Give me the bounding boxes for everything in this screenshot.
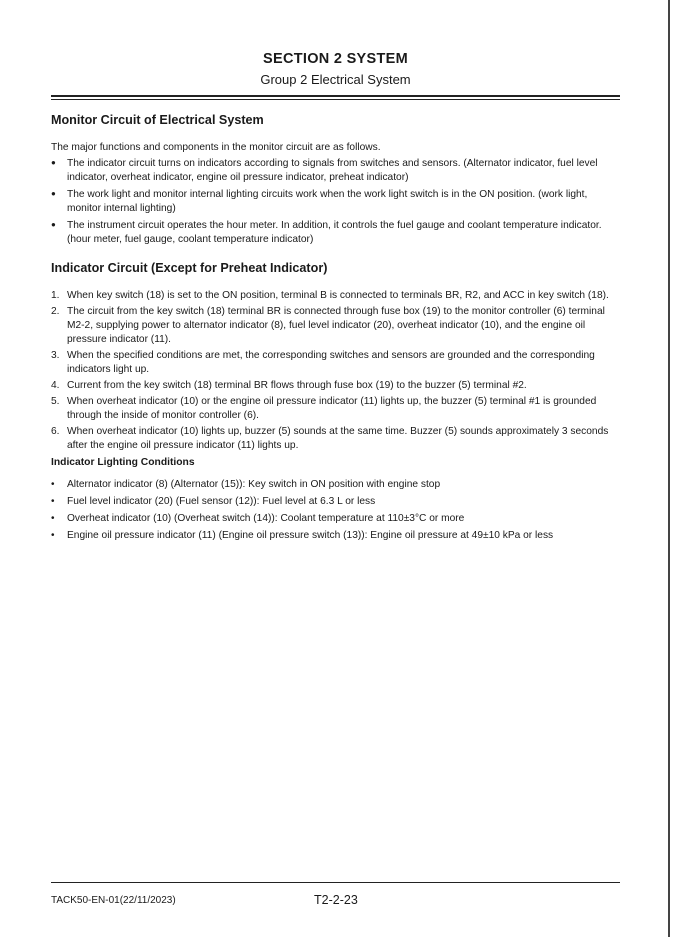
list-item: [51, 157, 620, 185]
monitor-function-list: [51, 157, 620, 247]
footer-rule: [51, 882, 620, 883]
bullet-icon: [51, 512, 67, 526]
lighting-conditions-heading: Indicator Lighting Conditions: [51, 457, 195, 468]
list-item: [51, 289, 620, 303]
bullet-icon: [51, 157, 67, 185]
step-number: 1.: [51, 290, 60, 301]
bullet-icon: [51, 478, 67, 492]
list-item: [51, 219, 620, 247]
list-item: [51, 379, 620, 393]
step-text: When the specified conditions are met, the corresponding switches and sensors are grounded and the corresponding indicators light up.: [67, 350, 595, 375]
bullet-icon: [51, 529, 67, 543]
bullet-icon: [51, 495, 67, 509]
document-code: TACK50-EN-01(22/11/2023): [51, 895, 176, 906]
list-item-text: The indicator circuit turns on indicators according to signals from switches and sensors. (Alternator indicator, fuel level indicator, overheat indicator, engine oil pressure indicator, preheat indicator): [67, 158, 598, 183]
list-item: [51, 495, 620, 509]
page-number: T2-2-23: [314, 893, 358, 907]
step-text: The circuit from the key switch (18) terminal BR is connected through fuse box (19) to the monitor controller (6) terminal M2-2, supplying power to alternator indicator (8), fuel level indicator (20), overheat indicator (10), and the engine oil pressure indicator (11).: [67, 306, 605, 345]
step-text: Current from the key switch (18) terminal BR flows through fuse box (19) to the buzzer (5) terminal #2.: [67, 380, 527, 391]
page-edge-line: [668, 0, 670, 937]
monitor-intro: The major functions and components in the monitor circuit are as follows.: [51, 142, 381, 153]
step-number: 2.: [51, 306, 60, 317]
step-text: When overheat indicator (10) lights up, buzzer (5) sounds at the same time. Buzzer (5) sounds approximately 3 seconds after the engine oil pressure indicator (11) lights up.: [67, 426, 609, 451]
list-item-text: The instrument circuit operates the hour meter. In addition, it controls the fuel gauge and coolant temperature indicator. (hour meter, fuel gauge, coolant temperature indicator): [67, 220, 602, 245]
step-number: 3.: [51, 350, 60, 361]
list-item: [51, 425, 620, 453]
step-number: 5.: [51, 396, 60, 407]
step-text: When overheat indicator (10) or the engine oil pressure indicator (11) lights up, the buzzer (5) terminal #1 is grounded through the inside of monitor controller (6).: [67, 396, 597, 421]
page-content: [51, 110, 620, 543]
condition-text: Engine oil pressure indicator (11) (Engine oil pressure switch (13)): Engine oil pressure at 49±10 kPa or less: [67, 530, 554, 541]
condition-text: Alternator indicator (8) (Alternator (15)): Key switch in ON position with engine stop: [67, 479, 441, 490]
list-item: [51, 478, 620, 492]
page-header: [51, 50, 620, 88]
list-item: [51, 395, 620, 423]
list-item: [51, 349, 620, 377]
condition-text: Overheat indicator (10) (Overheat switch (14)): Coolant temperature at 110±3°C or more: [67, 513, 465, 524]
condition-text: Fuel level indicator (20) (Fuel sensor (12)): Fuel level at 6.3 L or less: [67, 496, 376, 507]
group-subtitle: Group 2 Electrical System: [260, 72, 411, 87]
lighting-conditions-list: [51, 478, 620, 543]
indicator-circuit-heading: Indicator Circuit (Except for Preheat Indicator): [51, 261, 328, 275]
bullet-icon: [51, 188, 67, 216]
list-item: [51, 512, 620, 526]
header-rule-thick: [51, 95, 620, 97]
list-item: [51, 188, 620, 216]
list-item-text: The work light and monitor internal lighting circuits work when the work light switch is in the ON position. (work light, monitor internal lighting): [67, 189, 588, 214]
monitor-circuit-heading: Monitor Circuit of Electrical System: [51, 113, 264, 127]
list-item: [51, 529, 620, 543]
indicator-step-list: [51, 289, 620, 453]
step-text: When key switch (18) is set to the ON position, terminal B is connected to terminals BR, R2, and ACC in key switch (18).: [67, 290, 609, 301]
bullet-icon: [51, 219, 67, 247]
header-rule-thin: [51, 99, 620, 100]
step-number: 6.: [51, 426, 60, 437]
section-title: SECTION 2 SYSTEM: [263, 51, 408, 67]
step-number: 4.: [51, 380, 60, 391]
list-item: [51, 305, 620, 347]
